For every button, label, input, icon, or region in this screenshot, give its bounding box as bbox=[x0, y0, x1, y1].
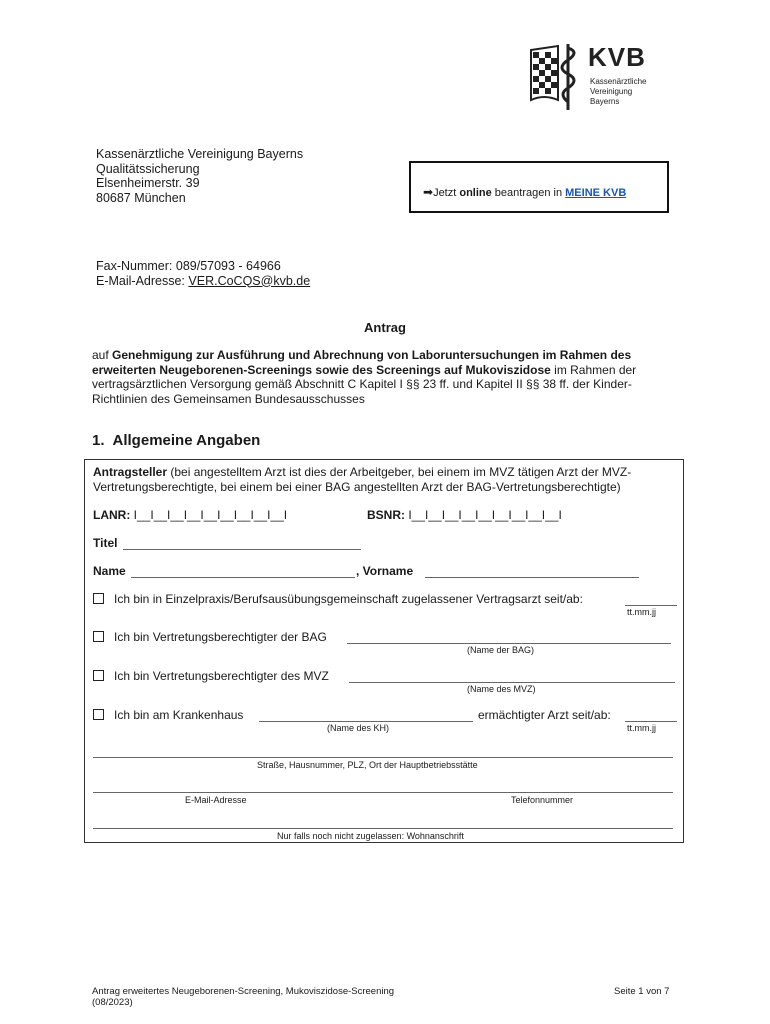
kh-name-hint: (Name des KH) bbox=[327, 723, 390, 733]
applicant-form bbox=[84, 459, 684, 843]
contact-info bbox=[96, 259, 310, 288]
kh-suffix: ermächtigter Arzt seit/ab: bbox=[478, 708, 611, 722]
intro-post: im Rahmen der vertragsärztlichen Versorgung gemäß Abschnitt C Kapitel I §§ 23 ff. und Kapitel II §§ 38 ff. der Kinder-Richtlinien des Gemeinsamen Bundesausschusses bbox=[92, 362, 637, 406]
recipient-address bbox=[96, 147, 303, 205]
online-application-text bbox=[423, 185, 626, 199]
bag-name-input[interactable] bbox=[347, 643, 671, 644]
online-application-box bbox=[409, 161, 669, 213]
applicant-description-2: Vertretungsberechtigte, bei einem bei einer BAG angestellten Arzt der BAG-Vertretungsberechtigte) bbox=[93, 480, 621, 494]
home-address-input[interactable] bbox=[93, 828, 673, 829]
online-middle: beantragen in bbox=[491, 187, 566, 199]
online-prefix: Jetzt bbox=[433, 187, 460, 199]
bsnr-field[interactable] bbox=[367, 508, 562, 522]
arrow-right-icon: ➡ bbox=[423, 185, 434, 199]
bag-name-hint: (Name der BAG) bbox=[467, 645, 535, 655]
name-label: Name bbox=[93, 564, 126, 578]
address-line: Elsenheimerstr. 39 bbox=[96, 176, 200, 190]
date-input[interactable] bbox=[625, 721, 677, 722]
document-title: Antrag bbox=[364, 320, 406, 335]
option-label: Ich bin in Einzelpraxis/Berufsausübungsgemeinschaft zugelassener Vertragsarzt seit/ab: bbox=[114, 592, 583, 606]
option-label: Ich bin Vertretungsberechtigter des MVZ bbox=[114, 669, 329, 683]
phone-hint: Telefonnummer bbox=[511, 795, 574, 805]
kvb-logo bbox=[528, 42, 678, 112]
option-mvz[interactable] bbox=[93, 669, 329, 683]
option-label: Ich bin Vertretungsberechtigter der BAG bbox=[114, 630, 327, 644]
checkbox[interactable] bbox=[93, 709, 104, 720]
vorname-input[interactable] bbox=[425, 577, 639, 578]
option-krankenhaus[interactable] bbox=[93, 708, 243, 722]
intro-bold: Genehmigung zur Ausführung und Abrechnung von Laboruntersuchungen im Rahmen des erweiterten Neugeborenen-Screenings sowie des Screenings auf Mukoviszidose bbox=[92, 348, 632, 377]
email-label: E-Mail-Adresse: bbox=[96, 273, 189, 288]
footer-line: Antrag erweitertes Neugeborenen-Screening, Mukoviszidose-Screening bbox=[92, 986, 395, 997]
email-hint: E-Mail-Adresse bbox=[185, 795, 247, 805]
lanr-field[interactable] bbox=[93, 508, 287, 522]
option-einzelpraxis[interactable] bbox=[93, 592, 583, 606]
address-hint: Straße, Hausnummer, PLZ, Ort der Hauptbetriebsstätte bbox=[257, 760, 478, 770]
bsnr-boxes[interactable]: I__I__I__I__I__I__I__I__I__I bbox=[408, 508, 562, 522]
logo-subtitle-line: Vereinigung bbox=[590, 87, 633, 96]
applicant-text: (bei angestelltem Arzt ist dies der Arbeitgeber, bei einem im MVZ tätigen Arzt der MVZ- bbox=[167, 465, 632, 479]
titel-input[interactable] bbox=[123, 549, 361, 550]
date-input[interactable] bbox=[625, 605, 677, 606]
logo-subtitle bbox=[590, 77, 646, 107]
logo-name: KVB bbox=[588, 42, 646, 72]
applicant-label: Antragsteller bbox=[93, 465, 168, 479]
date-hint: tt.mm.jj bbox=[627, 723, 656, 733]
checkbox[interactable] bbox=[93, 631, 104, 642]
logo-subtitle-line: Bayerns bbox=[590, 97, 620, 106]
checkbox[interactable] bbox=[93, 670, 104, 681]
section-title: Allgemeine Angaben bbox=[112, 432, 261, 449]
lanr-label: LANR: bbox=[93, 508, 134, 522]
kvb-emblem-icon bbox=[528, 42, 586, 112]
date-hint: tt.mm.jj bbox=[627, 607, 656, 617]
page-number: Seite 1 von 7 bbox=[614, 986, 670, 997]
vorname-label: , Vorname bbox=[356, 564, 414, 578]
footer-line: (08/2023) bbox=[92, 997, 133, 1008]
name-input[interactable] bbox=[131, 577, 355, 578]
intro-paragraph bbox=[92, 348, 682, 406]
kh-name-input[interactable] bbox=[259, 721, 473, 722]
bsnr-label: BSNR: bbox=[367, 508, 409, 522]
intro-pre: auf bbox=[92, 348, 113, 362]
online-bold: online bbox=[459, 187, 492, 199]
fax-number: Fax-Nummer: 089/57093 - 64966 bbox=[96, 259, 281, 273]
mvz-name-input[interactable] bbox=[349, 682, 675, 683]
footer-document-info bbox=[92, 986, 394, 1008]
option-label: Ich bin am Krankenhaus bbox=[114, 708, 244, 722]
address-line: 80687 München bbox=[96, 190, 186, 205]
email-link[interactable]: VER.CoCQS@kvb.de bbox=[188, 273, 311, 288]
meine-kvb-link[interactable]: MEINE KVB bbox=[565, 187, 627, 199]
mvz-name-hint: (Name des MVZ) bbox=[467, 684, 536, 694]
titel-label: Titel bbox=[93, 536, 118, 550]
checkbox[interactable] bbox=[93, 593, 104, 604]
address-input[interactable] bbox=[93, 757, 673, 758]
lanr-boxes[interactable]: I__I__I__I__I__I__I__I__I__I bbox=[133, 508, 288, 522]
section-number: 1. bbox=[92, 432, 105, 449]
email-phone-input[interactable] bbox=[93, 792, 673, 793]
applicant-description bbox=[93, 465, 631, 479]
logo-subtitle-line: Kassenärztliche bbox=[590, 77, 647, 86]
address-line: Kassenärztliche Vereinigung Bayerns bbox=[96, 147, 304, 161]
section-heading bbox=[92, 432, 260, 449]
option-bag[interactable] bbox=[93, 630, 327, 644]
email-line bbox=[96, 274, 310, 289]
address-line: Qualitätssicherung bbox=[96, 161, 200, 176]
home-address-hint: Nur falls noch nicht zugelassen: Wohnanschrift bbox=[277, 831, 464, 841]
